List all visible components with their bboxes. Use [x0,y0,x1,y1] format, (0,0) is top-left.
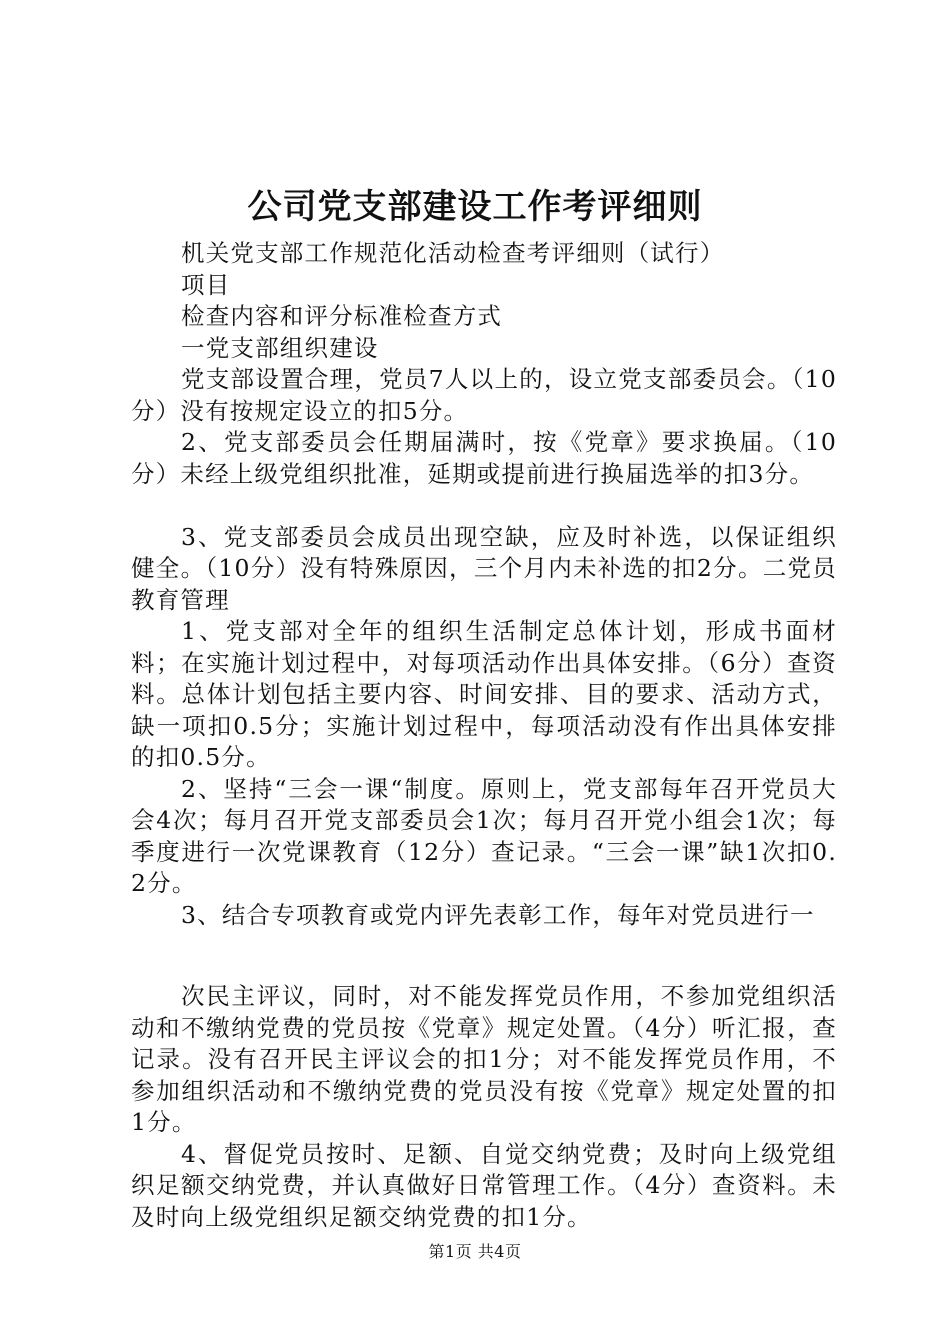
paragraph-term: 2、党支部委员会任期届满时，按《党章》要求换届。（10分）未经上级党组织批准，延期或提前进行换届选举的扣3分。 [131,428,837,488]
paragraph-evaluation-cont: 次民主评议，同时，对不能发挥党员作用，不参加党组织活动和不缴纳党费的党员按《党章》规定处置。（4分）听汇报，查记录。没有召开民主评议会的扣1分；对不能发挥党员作用，不参加组织活动和不缴纳党费的党员没有按《党章》规定处置的扣1分。 [131,982,837,1136]
paragraph-item: 项目 [181,270,231,299]
document-title: 公司党支部建设工作考评细则 [247,187,703,227]
paragraph-party-dues: 4、督促党员按时、足额、自觉交纳党费；及时向上级党组织足额交纳党费，并认真做好日常管理工作。（4分）查资料。未及时向上级党组织足额交纳党费的扣1分。 [131,1139,837,1231]
paragraph-check-content: 检查内容和评分标准检查方式 [181,302,503,330]
paragraph-evaluation-start: 3、结合专项教育或党内评先表彰工作，每年对党员进行一 [181,900,815,929]
paragraph-setup: 党支部设置合理，党员7人以上的，设立党支部委员会。（10分）没有按规定设立的扣5分。 [131,365,837,425]
paragraph-vacancy: 3、党支部委员会成员出现空缺，应及时补选，以保证组织健全。（10分）没有特殊原因，三个月内未补选的扣2分。二党员教育管理 [131,522,837,614]
paragraph-three-meetings: 2、坚持“三会一课“制度。原则上，党支部每年召开党员大会4次；每月召开党支部委员会1次；每月召开党小组会1次；每季度进行一次党课教育（12分）查记录。“三会一课”缺1次扣0.2分。 [131,774,837,897]
document-body [131,238,837,1233]
section-heading-organization: 一党支部组织建设 [181,333,379,362]
page-footer: 第1页 共4页 [428,1242,522,1261]
paragraph-annual-plan: 1、党支部对全年的组织生活制定总体计划，形成书面材料；在实施计划过程中，对每项活动作出具体安排。（6分）查资料。总体计划包括主要内容、时间安排、目的要求、活动方式，缺一项扣0.5分；实施计划过程中，每项活动没有作出具体安排的扣0.5分。 [131,617,837,771]
paragraph-subtitle: 机关党支部工作规范化活动检查考评细则（试行） [181,239,725,267]
